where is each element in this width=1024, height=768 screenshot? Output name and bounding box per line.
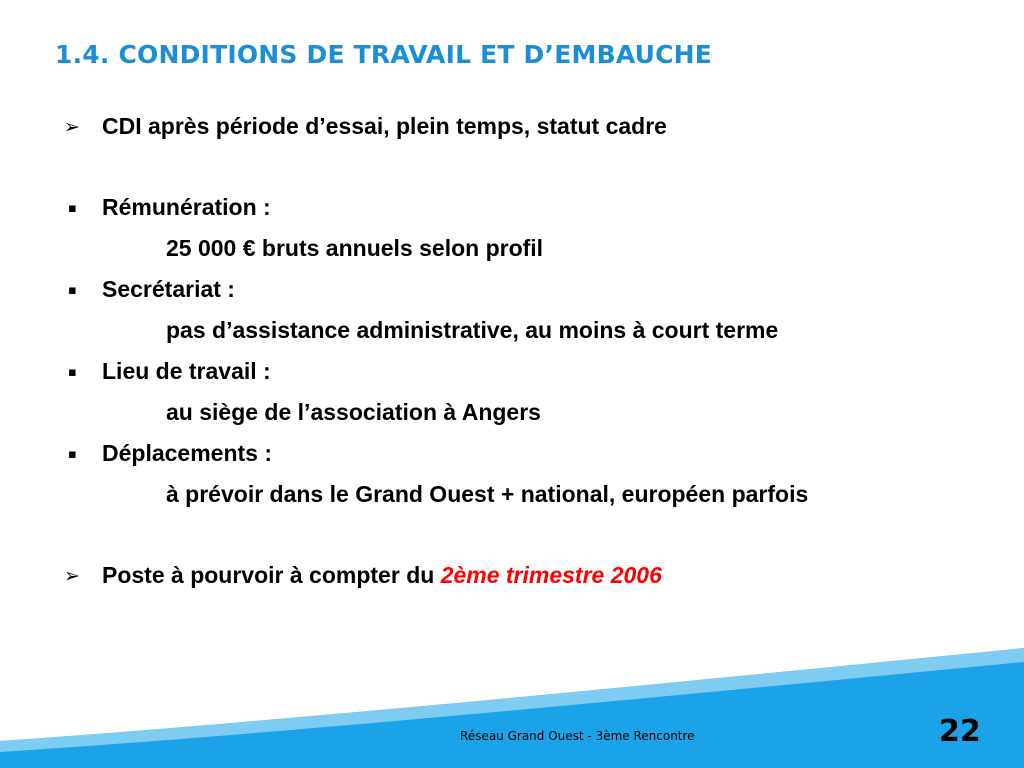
- square-bullet-icon: ▪: [68, 447, 77, 462]
- item-detail-secretariat: pas d’assistance administrative, au moins à court terme: [166, 317, 779, 343]
- item-label-remuneration: Rémunération :: [102, 194, 271, 220]
- closing-lead: Poste à pourvoir à compter du: [102, 562, 441, 588]
- item-label-deplacements: Déplacements :: [102, 440, 273, 466]
- page-number: 22: [939, 714, 981, 749]
- item-label-secretariat: Secrétariat :: [102, 276, 235, 302]
- item-detail-lieu: au siège de l’association à Angers: [166, 399, 541, 425]
- arrow-right-icon: ➢: [64, 116, 80, 138]
- item-label-lieu: Lieu de travail :: [102, 358, 271, 384]
- item-detail-deplacements: à prévoir dans le Grand Ouest + national, européen parfois: [166, 481, 809, 507]
- slide-title: 1.4. CONDITIONS DE TRAVAIL ET D’EMBAUCHE: [55, 40, 713, 69]
- square-bullet-icon: ▪: [68, 365, 77, 380]
- arrow-right-icon: ➢: [64, 565, 80, 587]
- square-bullet-icon: ▪: [68, 201, 77, 216]
- footer-text: Réseau Grand Ouest - 3ème Rencontre: [460, 729, 695, 743]
- closing-highlight: 2ème trimestre 2006: [440, 562, 662, 588]
- item-detail-remuneration: 25 000 € bruts annuels selon profil: [166, 235, 544, 261]
- square-bullet-icon: ▪: [68, 283, 77, 298]
- closing-text: [102, 562, 662, 589]
- intro-text: CDI après période d’essai, plein temps, statut cadre: [102, 113, 667, 139]
